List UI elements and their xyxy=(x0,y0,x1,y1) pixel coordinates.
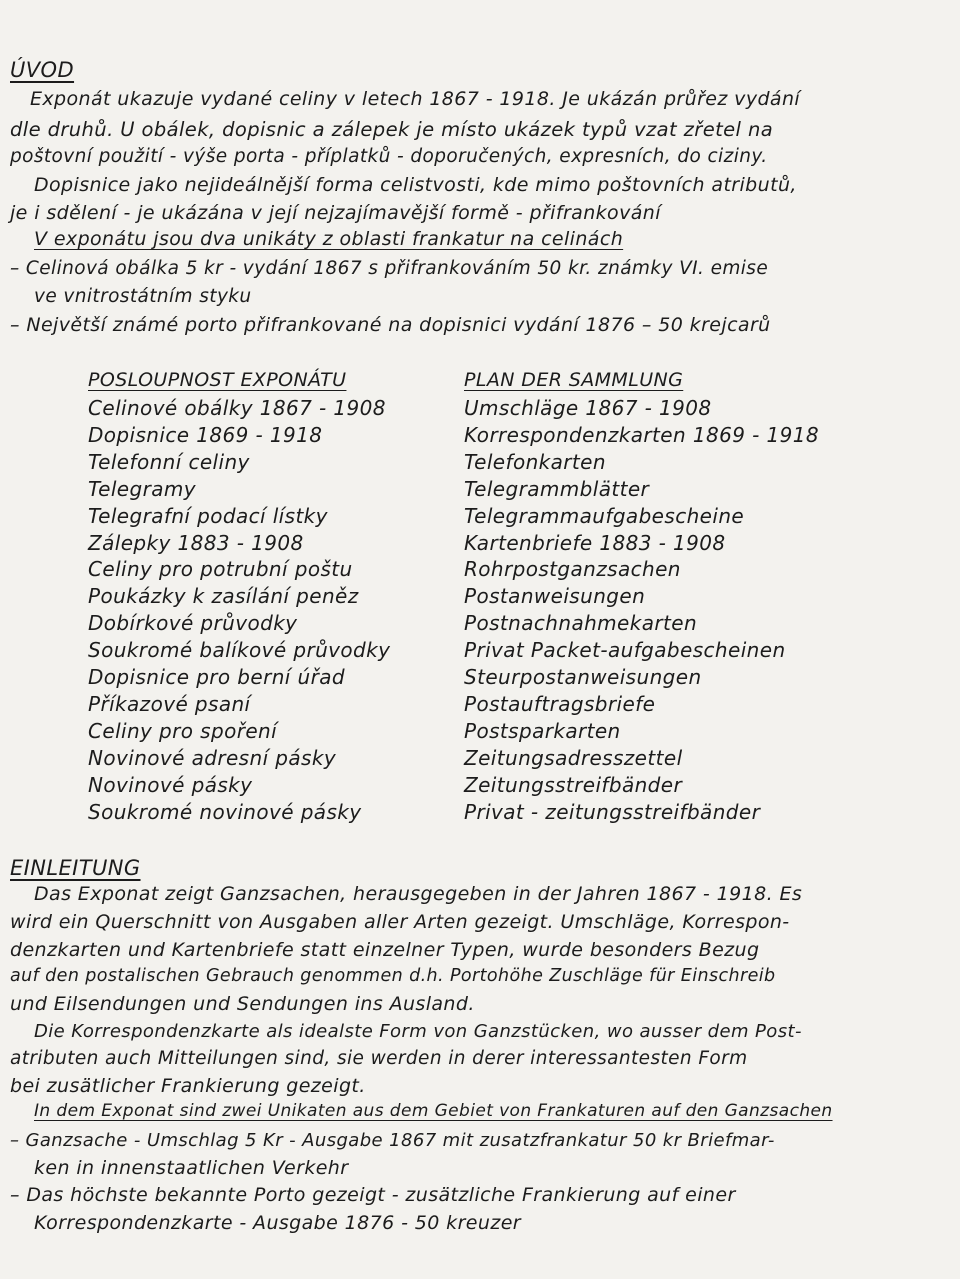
einleitung-line: auf den postalischen Gebrauch genommen d.h. Portohöhe Zuschläge für Einschreib xyxy=(10,966,776,986)
plan-row-de: Postsparkarten xyxy=(464,719,621,743)
einleitung-line: und Eilsendungen und Sendungen ins Ausland. xyxy=(10,993,475,1015)
plan-row-de: Privat Packet-aufgabescheinen xyxy=(464,638,786,662)
uvod-line: Exponát ukazuje vydané celiny v letech 1867 - 1918. Je ukázán průřez vydání xyxy=(30,88,801,110)
unikaty-line: – Největší známé porto přifrankované na dopisnici vydání 1876 – 50 krejcarů xyxy=(10,314,771,336)
plan-row-cz: Celinové obálky 1867 - 1908 xyxy=(88,396,386,420)
unikaty-line: – Celinová obálka 5 kr - vydání 1867 s přifrankováním 50 kr. známky VI. emise xyxy=(10,258,769,279)
plan-row-de: Zeitungsadresszettel xyxy=(464,746,683,770)
plan-row-de: Korrespondenzkarten 1869 - 1918 xyxy=(464,423,819,447)
plan-row-de: Rohrpostganzsachen xyxy=(464,557,681,581)
plan-left-heading: POSLOUPNOST EXPONÁTU xyxy=(88,369,347,391)
plan-row-cz: Novinové adresní pásky xyxy=(88,746,337,770)
plan-row-cz: Soukromé novinové pásky xyxy=(88,800,362,824)
einleitung-heading: EINLEITUNG xyxy=(10,856,141,880)
plan-row-de: Zeitungsstreifbänder xyxy=(464,773,683,797)
plan-row-cz: Celiny pro spoření xyxy=(88,719,278,743)
plan-row-cz: Novinové pásky xyxy=(88,773,253,797)
plan-row-cz: Zálepky 1883 - 1908 xyxy=(88,531,304,555)
unikaty-line: ve vnitrostátním styku xyxy=(34,286,252,307)
einleitung-line: Das Exponat zeigt Ganzsachen, herausgegeben in der Jahren 1867 - 1918. Es xyxy=(34,883,803,905)
unikaten-line: Korrespondenzkarte - Ausgabe 1876 - 50 kreuzer xyxy=(34,1212,521,1234)
einleitung-line: atributen auch Mitteilungen sind, sie werden in derer interessantesten Form xyxy=(10,1048,748,1069)
einleitung-line: denzkarten und Kartenbriefe statt einzelner Typen, wurde besonders Bezug xyxy=(10,939,760,961)
unikaten-line: – Ganzsache - Umschlag 5 Kr - Ausgabe 1867 mit zusatzfrankatur 50 kr Briefmar- xyxy=(10,1130,775,1151)
plan-row-cz: Telegrafní podací lístky xyxy=(88,504,328,528)
plan-row-cz: Poukázky k zasílání peněz xyxy=(88,584,359,608)
unikaten-line: ken in innenstaatlichen Verkehr xyxy=(34,1157,349,1179)
uvod-line: je i sdělení - je ukázána v její nejzajímavější formě - přifrankování xyxy=(10,202,661,224)
plan-row-de: Telefonkarten xyxy=(464,450,606,474)
unikaten-heading: In dem Exponat sind zwei Unikaten aus dem Gebiet von Frankaturen auf den Ganzsachen xyxy=(34,1101,833,1121)
plan-row-cz: Soukromé balíkové průvodky xyxy=(88,638,391,662)
plan-row-de: Postnachnahmekarten xyxy=(464,611,698,635)
plan-row-cz: Telefonní celiny xyxy=(88,450,250,474)
uvod-line: Dopisnice jako nejideálnější forma celistvosti, kde mimo poštovních atributů, xyxy=(34,174,797,196)
plan-row-cz: Příkazové psaní xyxy=(88,692,251,716)
plan-row-de: Telegrammblätter xyxy=(464,477,650,501)
plan-row-cz: Dobírkové průvodky xyxy=(88,611,298,635)
uvod-line: poštovní použití - výše porta - příplatků - doporučených, expresních, do ciziny. xyxy=(10,146,768,167)
plan-row-cz: Dopisnice 1869 - 1918 xyxy=(88,423,323,447)
einleitung-line: bei zusätlicher Frankierung gezeigt. xyxy=(10,1075,366,1097)
plan-row-de: Kartenbriefe 1883 - 1908 xyxy=(464,531,726,555)
uvod-heading: ÚVOD xyxy=(10,58,75,82)
unikaten-line: – Das höchste bekannte Porto gezeigt - zusätzliche Frankierung auf einer xyxy=(10,1184,736,1206)
plan-row-de: Postanweisungen xyxy=(464,584,646,608)
plan-row-cz: Telegramy xyxy=(88,477,197,501)
unikaty-heading: V exponátu jsou dva unikáty z oblasti frankatur na celinách xyxy=(34,228,624,250)
plan-row-cz: Dopisnice pro berní úřad xyxy=(88,665,345,689)
plan-row-de: Telegrammaufgabescheine xyxy=(464,504,745,528)
plan-row-de: Umschläge 1867 - 1908 xyxy=(464,396,712,420)
plan-row-de: Privat - zeitungsstreifbänder xyxy=(464,800,761,824)
plan-row-cz: Celiny pro potrubní poštu xyxy=(88,557,353,581)
plan-right-heading: PLAN DER SAMMLUNG xyxy=(464,369,684,391)
einleitung-line: wird ein Querschnitt von Ausgaben aller Arten gezeigt. Umschläge, Korrespon- xyxy=(10,911,790,933)
einleitung-line: Die Korrespondenzkarte als idealste Form von Ganzstücken, wo ausser dem Post- xyxy=(34,1021,802,1042)
plan-row-de: Steurpostanweisungen xyxy=(464,665,702,689)
plan-row-de: Postauftragsbriefe xyxy=(464,692,656,716)
uvod-line: dle druhů. U obálek, dopisnic a zálepek je místo ukázek typů vzat zřetel na xyxy=(10,118,774,141)
